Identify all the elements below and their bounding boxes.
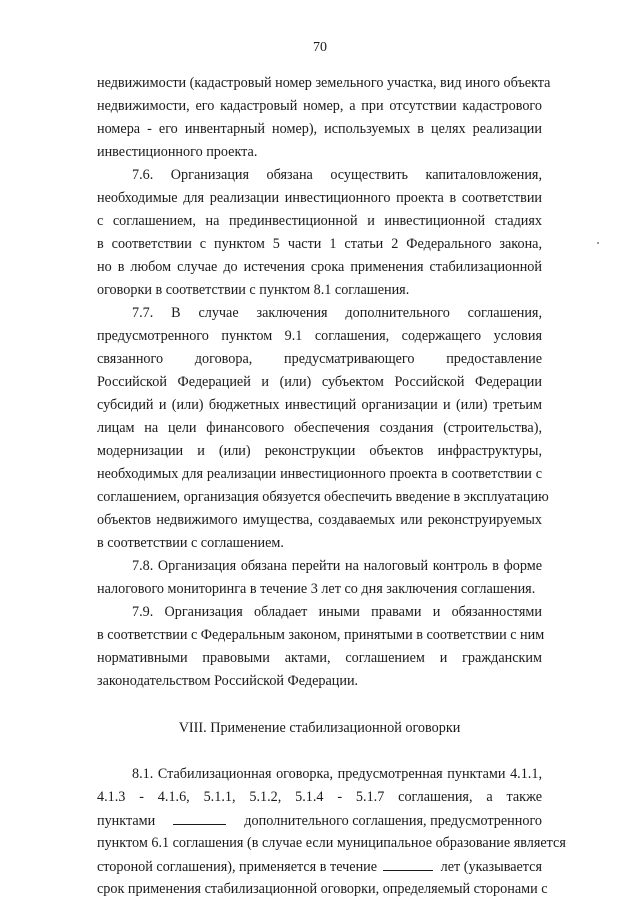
text-line: необходимых для реализации инвестиционного проекта в соответствии с [97, 466, 542, 482]
text-line-with-blank [97, 810, 542, 831]
text-fragment: стороной соглашения), применяется в течение [97, 859, 378, 875]
text-line-with-blank [97, 856, 542, 877]
paragraph-first-line: 8.1. Стабилизационная оговорка, предусмотренная пунктами 4.1.1, [132, 766, 542, 782]
text-line: Российской Федерацией и (или) субъектом Российской Федерации [97, 374, 542, 390]
text-line: лицам на цели финансового обеспечения создания (строительства), [97, 420, 542, 436]
text-line: инвестиционного проекта. [97, 144, 258, 160]
text-fragment: дополнительного соглашения, предусмотренного [244, 813, 542, 829]
paragraph-first-line: 7.6. Организация обязана осуществить капиталовложения, [132, 167, 542, 183]
page-number: 70 [313, 40, 327, 55]
text-line: связанного договора, предусматривающего предоставление [97, 351, 542, 367]
text-line: соглашением, организация обязуется обеспечить введение в эксплуатацию [97, 489, 549, 505]
text-line: в соответствии с Федеральным законом, принятыми в соответствии с ним [97, 627, 545, 643]
text-line: недвижимости (кадастровый номер земельного участка, вид иного объекта [97, 75, 551, 91]
paragraph-first-line: 7.9. Организация обладает иными правами и обязанностями [132, 604, 542, 620]
text-line: в соответствии с пунктом 5 части 1 статьи 2 Федерального закона, [97, 236, 542, 252]
text-line: субсидий и (или) бюджетных инвестиций организации и (или) третьим [97, 397, 542, 413]
text-line: модернизации и (или) реконструкции объектов инфраструктуры, [97, 443, 542, 459]
text-line: 4.1.3 - 4.1.6, 5.1.1, 5.1.2, 5.1.4 - 5.1.7 соглашения, а также [97, 789, 542, 805]
fill-in-blank [383, 856, 433, 871]
text-line: предусмотренного пунктом 9.1 соглашения, содержащего условия [97, 328, 542, 344]
text-line: законодательством Российской Федерации. [97, 673, 359, 689]
scan-speck [597, 242, 599, 244]
text-fragment: лет (указывается [440, 859, 542, 875]
text-line: пунктом 6.1 соглашения (в случае если муниципальное образование является [97, 835, 566, 851]
paragraph-first-line: 7.8. Организация обязана перейти на налоговый контроль в форме [132, 558, 542, 574]
text-line: оговорки в соответствии с пунктом 8.1 соглашения. [97, 282, 410, 298]
text-line: срок применения стабилизационной оговорки, определяемый сторонами с [97, 881, 548, 897]
text-line: с соглашением, на прединвестиционной и инвестиционной стадиях [97, 213, 542, 229]
text-fragment: пунктами [97, 813, 156, 829]
text-line: в соответствии с соглашением. [97, 535, 284, 551]
text-line: нормативными правовыми актами, соглашением и гражданским [97, 650, 542, 666]
text-line: недвижимости, его кадастровый номер, а при отсутствии кадастрового [97, 98, 542, 114]
text-line: номера - его инвентарный номер), используемых в целях реализации [97, 121, 542, 137]
section-heading: VIII. Применение стабилизационной оговорки [178, 720, 461, 736]
fill-in-blank [173, 810, 226, 825]
text-line: необходимые для реализации инвестиционного проекта в соответствии [97, 190, 542, 206]
text-line: налогового мониторинга в течение 3 лет со дня заключения соглашения. [97, 581, 536, 597]
paragraph-first-line: 7.7. В случае заключения дополнительного соглашения, [132, 305, 542, 321]
text-line: но в любом случае до истечения срока применения стабилизационной [97, 259, 542, 275]
text-line: объектов недвижимого имущества, создаваемых или реконструируемых [97, 512, 542, 528]
